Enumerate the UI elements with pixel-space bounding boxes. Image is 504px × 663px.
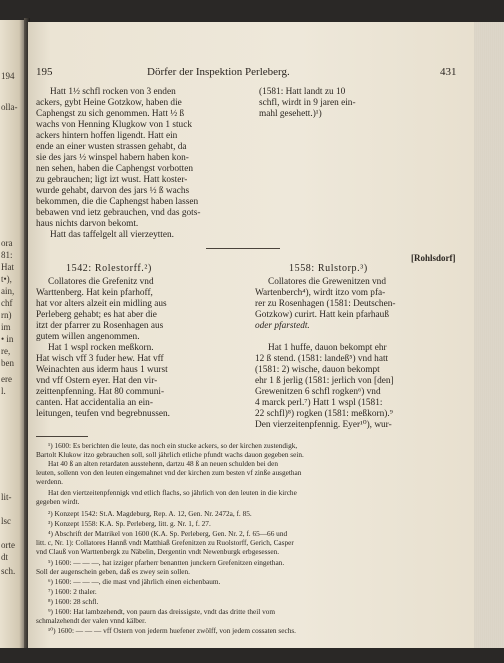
footnote-line: werdenn. [36, 477, 63, 486]
footnote-line: ²) Konzept 1542: St.A. Magdeburg, Rep. A. 12, Gen. Nr. 2472a, f. 85. [48, 509, 252, 518]
text-line: Grewenitzen 6 schfl rogken⁶) vnd [255, 387, 381, 397]
footnote-line: ¹⁰) 1600: — — — vff Ostern von jederm huefener zwölff, von jedem cossaten sechs. [48, 626, 297, 635]
text-line: Den vierzeitenpfennig. Eyer¹⁰), wur- [255, 420, 392, 430]
text-line: zeittenpfenning. Hat 80 communi- [36, 387, 165, 397]
facing-page-fragment: ere [1, 374, 12, 384]
text-line: bekommen, die die Caphengst haben lassen [36, 197, 199, 207]
footnote-line: ⁶) 1600: — — —, die mast vnd jährlich einen eichenbaum. [48, 577, 221, 586]
text-line: oder pfarstedt. [255, 321, 310, 331]
page-number-left: 195 [36, 66, 53, 78]
footnote-line: gegeben wirdt. [36, 497, 80, 506]
facing-page-fragment: dt [1, 552, 9, 562]
text-line: (1581: 2) wische, dauon bekompt [255, 365, 380, 375]
text-line: Hatt das taffelgelt all vierzeytten. [50, 230, 174, 240]
text-line: wurde gehabt, darvon des jars ½ ß wachs [36, 186, 190, 196]
text-line: 22 schfl)⁸) rogken (1581: meßkorn).⁹ [255, 409, 393, 419]
facing-page-fragment: ben [1, 358, 14, 368]
text-line: nen sehen, haben die Caphengst vorbotten [36, 164, 193, 174]
footnote-line: Hat den viertzeitenpfennigk vnd etlich flachs, so jährlich von den leuten in die kirche [48, 488, 297, 497]
facing-page-fragment: t•), [1, 274, 12, 284]
footnote-line: ³) Konzept 1558: K.A. Sp. Perleberg, litt. g. Nr. 1, f. 27. [48, 519, 211, 528]
text-line: haus nichts darvon bekomt. [36, 219, 139, 229]
page-number-right: 431 [440, 66, 457, 78]
facing-page-fragment: im [1, 322, 11, 332]
text-line: ackers, gybt Heine Gotzkow, haben die [36, 98, 182, 108]
page-block-edge [474, 22, 504, 648]
footnote-line: leuten, sollenn von den leuten eingemahnet vnd der kirchen zum besten vf zinße ausgethan [36, 468, 302, 477]
text-line: Collatores die Grefenitz vnd [48, 277, 154, 287]
text-line: bebawen vnd ietz gebrauchen, vnd das gots- [36, 208, 201, 218]
facing-page-fragment: orte [1, 540, 15, 550]
text-line: Warttenberg. Hat kein pfarhoff, [36, 288, 153, 298]
facing-page-fragment: re, [1, 346, 11, 356]
text-line: sie des jars ½ winspel habern haben kon- [36, 153, 189, 163]
text-line: Perleberg gehabt; es hat aber die [36, 310, 157, 320]
footnote-line: ⁹) 1600: Hat lambzehendt, von paurn das dreissigste, vndt das dritte theil vom [48, 607, 276, 616]
text-line: zu gebrauchen; ligt izt wust. Hatt koster- [36, 175, 188, 185]
footnote-line: litt. c, Nr. 1): Collatores Hannß vndt Matthiaß Grefenitzen zu Ruolstorff, Gerich, Casper [36, 538, 294, 547]
text-line: Wartenberch⁴), wirdt itzo vom pfa- [255, 288, 386, 298]
facing-page-fragment: olla- [1, 102, 18, 112]
running-title: Dörfer der Inspektion Perleberg. [147, 66, 290, 78]
footnote-line: ⁸) 1600: 28 schfl. [48, 597, 99, 606]
text-line: leitungen, teufen vnd begrebnussen. [36, 409, 170, 419]
facing-page-fragment: lsc [1, 516, 11, 526]
bracket-label: [Rohlsdorf] [411, 253, 456, 263]
text-line: Hat wisch vff 3 fuder hew. Hat vff [36, 354, 164, 364]
facing-page-fragment: ora [1, 238, 13, 248]
text-line: Hatt 1½ schfl rocken von 3 enden [50, 87, 176, 97]
facing-page-fragment: 81: [1, 250, 13, 260]
footnote-line: ⁵) 1600: — — —, hat izziger pfarherr benantten junckern Grefenitzen eingethan. [48, 558, 285, 567]
footnote-line: schmalzehendt der valen vnnd kälber. [36, 616, 147, 625]
footnote-line: Soll der augenschein geben, daß es zwey sein sollen. [36, 567, 191, 576]
text-line: vnd vff Ostern eyer. Hat den vir- [36, 376, 158, 386]
text-line: 4 marck perl.⁷) Hatt 1 wspl (1581: [255, 398, 383, 408]
text-line: hat vor alters alzeit ein midling aus [36, 299, 167, 309]
facing-page-fragment: l. [1, 386, 6, 396]
facing-page-fragment: lit- [1, 492, 12, 502]
facing-page-fragment: rn) [1, 310, 12, 320]
section-heading-1542: 1542: Rolestorff.²) [66, 263, 152, 274]
facing-page-fragment: 194 [1, 71, 15, 81]
text-line: (1581: Hatt landt zu 10 [259, 87, 346, 97]
section-heading-1558: 1558: Rulstorp.³) [289, 263, 368, 274]
footnote-line: ⁴) Abschrift der Matrikel von 1600 (K.A. Sp. Perleberg, Gen. Nr. 2, f. 65—66 und [48, 529, 288, 538]
footnote-line: vnd Clauß von Warttenbergk zu Näbelin, Dergentin vndt Newenburgk erbgesessen. [36, 547, 280, 556]
text-line: Hat 1 wspl rocken meßkorn. [48, 343, 154, 353]
facing-page-fragment: sch. [1, 566, 16, 576]
facing-page-edge [0, 20, 24, 648]
text-line: ackers hintern hoffen ligendt. Hatt ein [36, 131, 178, 141]
text-line: Caphengst zu sich genommen. Hatt ½ ß [36, 109, 185, 119]
facing-page-fragment: chf [1, 298, 13, 308]
footnote-line: Hat 40 ß an alten retardaten ausstehenn, dartzu 48 ß an neuen schulden bei den [48, 459, 278, 468]
text-line: canten. Hat accidentalia an ein- [36, 398, 153, 408]
facing-page-fragment: • in [1, 334, 14, 344]
footnote-rule [36, 436, 88, 437]
facing-page-fragment: ain, [1, 286, 15, 296]
text-line: rer zu Rosenhagen (1581: Deutschen- [255, 299, 396, 309]
text-line: Hat 1 huffe, dauon bekompt ehr [268, 343, 387, 353]
text-line: ende an einer wusten strassen gehabt, da [36, 142, 187, 152]
text-line: ehr 1 ß jerlig (1581: jerlich von [den] [255, 376, 394, 386]
facing-page-fragment: Hat [1, 262, 14, 272]
text-line: Collatores die Grewenitzen vnd [268, 277, 386, 287]
footnote-line: Bartolt Klukow itzo gebrauchen soll, soll jährlich etliche pfundt wachs dauon gegeben sein. [36, 450, 304, 459]
text-line: gutem willen angenommen. [36, 332, 140, 342]
section-divider [206, 248, 280, 249]
text-line: itzt der pfarrer zu Rosenhagen aus [36, 321, 164, 331]
text-line: mahl gesehett.)¹) [259, 109, 322, 119]
text-line: 12 ß stend. (1581: landeß⁵) vnd hatt [255, 354, 389, 364]
text-line: Gotzkow) curirt. Hatt kein pfarhauß [255, 310, 389, 320]
footnote-line: ¹) 1600: Es berichten die leute, das noch ein stucke ackers, so der kirchen zustendigk, [48, 441, 298, 450]
text-line: schfl, wirdt in 9 jaren ein- [259, 98, 356, 108]
footnote-line: ⁷) 1600: 2 thaler. [48, 587, 97, 596]
text-line: wachs von Henning Klugkow von 1 stuck [36, 120, 192, 130]
text-line: Weinachten aus iderm haus 1 wurst [36, 365, 168, 375]
